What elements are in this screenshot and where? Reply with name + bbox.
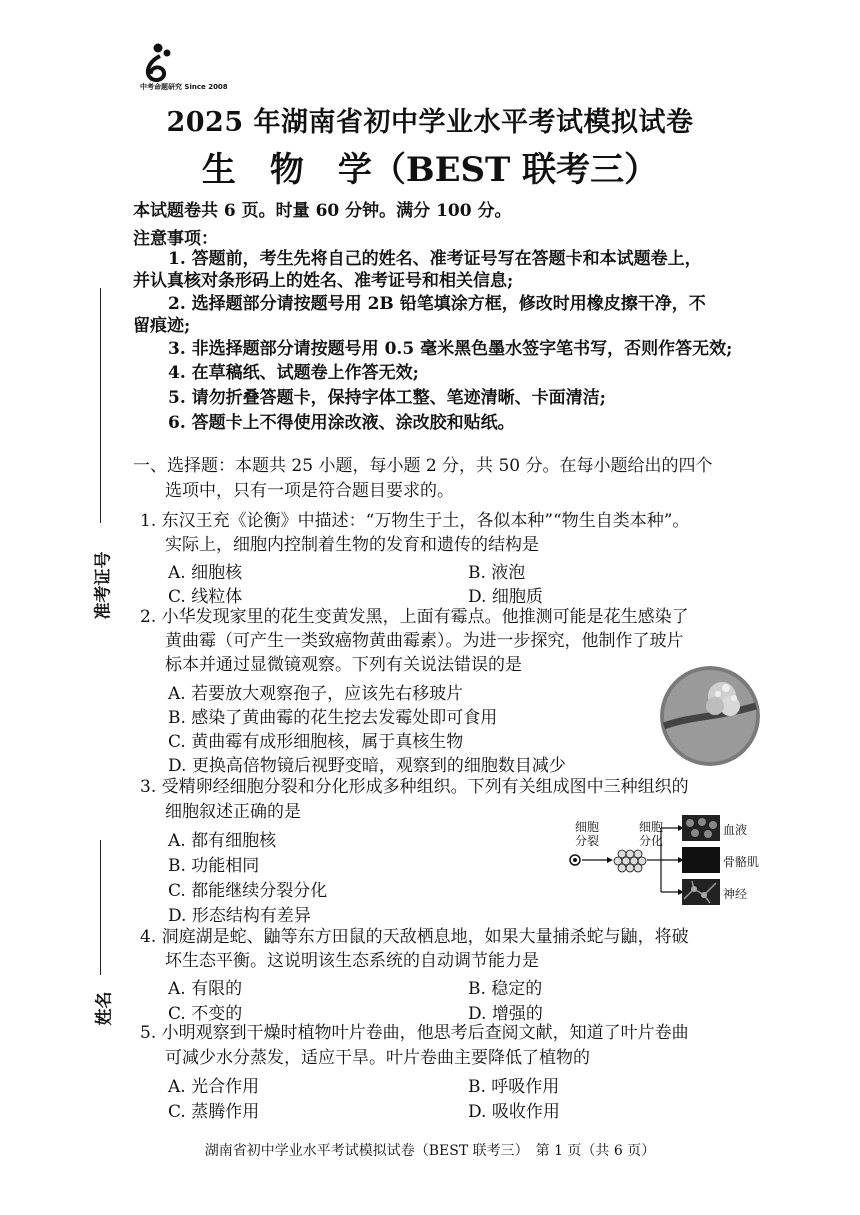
- notice-line: 6. 答题卡上不得使用涂改液、涂改胶和贴纸。: [168, 413, 515, 433]
- tissue-label-nerve: 神经: [723, 887, 748, 901]
- notice-line: 1. 答题前，考生先将自己的姓名、准考证号写在答题卡和本试题卷上，: [168, 249, 702, 269]
- tissue-label-blood: 血液: [723, 823, 748, 837]
- question-stem: 黄曲霉（可产生一类致癌物黄曲霉素）。为进一步探究，他制作了玻片: [165, 631, 684, 651]
- notice-line: 2. 选择题部分请按题号用 2B 铅笔填涂方框，修改时用橡皮擦干净，不: [168, 294, 706, 314]
- exam-title: 2025 年湖南省初中学业水平考试模拟试卷: [166, 107, 694, 138]
- notice-line: 3. 非选择题部分请按题号用 0.5 毫米黑色墨水签字笔书写，否则作答无效;: [168, 339, 733, 359]
- option-d: D. 增强的: [468, 1004, 543, 1024]
- option-c: C. 蒸腾作用: [168, 1102, 260, 1122]
- question-stem: 2. 小华发现家里的花生变黄发黑，上面有霉点。他推测可能是花生感染了: [140, 607, 689, 627]
- section-heading: 一、选择题：本题共 25 小题，每小题 2 分，共 50 分。在每小题给出的四个: [133, 456, 713, 476]
- exam-info: 本试题卷共 6 页。时量 60 分钟。满分 100 分。: [133, 201, 512, 221]
- notice-line: 5. 请勿折叠答题卡，保持字体工整、笔迹清晰、卡面清洁;: [168, 388, 606, 408]
- question-stem: 1. 东汉王充《论衡》中描述：“万物生于土，各似本种”“物生自类本种”。: [140, 511, 690, 531]
- option-d: D. 更换高倍物镜后视野变暗，观察到的细胞数目减少: [168, 756, 566, 776]
- question-stem: 实际上，细胞内控制着生物的发育和遗传的结构是: [165, 535, 539, 555]
- notice-line: 4. 在草稿纸、试题卷上作答无效;: [168, 363, 419, 383]
- exam-no-label: 准考证号: [93, 551, 114, 620]
- question-stem: 可减少水分蒸发，适应干旱。叶片卷曲主要降低了植物的: [165, 1048, 590, 1068]
- logo-mark-icon: [140, 42, 176, 82]
- question-stem: 坏生态平衡。这说明该生态系统的自动调节能力是: [165, 951, 539, 971]
- nerve-tissue-image: [682, 879, 720, 905]
- muscle-tissue-image: [682, 847, 720, 873]
- option-d: D. 形态结构有差异: [168, 906, 311, 926]
- cell-differentiation-figure: [565, 818, 765, 918]
- option-c: C. 线粒体: [168, 587, 243, 607]
- name-fill-line: [100, 840, 101, 975]
- division-label-2: 分裂: [575, 834, 600, 848]
- question-stem: 3. 受精卵经细胞分裂和分化形成多种组织。下列有关组成图中三种组织的: [140, 777, 689, 797]
- section-heading-cont: 选项中，只有一项是符合题目要求的。: [165, 481, 454, 501]
- notice-line: 并认真核对条形码上的姓名、准考证号和相关信息;: [133, 271, 514, 291]
- logo-caption: 中考命题研究 Since 2008: [140, 83, 228, 91]
- option-d: D. 细胞质: [468, 587, 543, 607]
- differentiation-label-2: 分化: [639, 834, 664, 848]
- question-stem: 4. 洞庭湖是蛇、鼬等东方田鼠的天敌栖息地，如果大量捕杀蛇与鼬，将破: [140, 927, 689, 947]
- option-b: B. 呼吸作用: [468, 1077, 560, 1097]
- nerve-cells-icon: [682, 879, 720, 905]
- notice-line: 留痕迹;: [133, 316, 191, 336]
- option-c: C. 不变的: [168, 1004, 243, 1024]
- option-c: C. 黄曲霉有成形细胞核，属于真核生物: [168, 732, 464, 752]
- option-b: B. 功能相同: [168, 856, 260, 876]
- exam-no-fill-line: [100, 288, 101, 523]
- division-label-1: 细胞: [575, 820, 600, 834]
- publisher-logo: [137, 42, 257, 96]
- differentiation-label-1: 细胞: [639, 820, 664, 834]
- question-stem: 5. 小明观察到干燥时植物叶片卷曲，他思考后查阅文献，知道了叶片卷曲: [140, 1023, 689, 1043]
- option-a: A. 光合作用: [168, 1077, 260, 1097]
- option-b: B. 稳定的: [468, 979, 543, 999]
- question-stem: 细胞叙述正确的是: [165, 802, 301, 822]
- option-c: C. 都能继续分裂分化: [168, 881, 328, 901]
- page-footer: 湖南省初中学业水平考试模拟试卷（BEST 联考三） 第 1 页（共 6 页）: [204, 1143, 656, 1159]
- tissue-label-muscle: 骨骼肌: [723, 855, 760, 869]
- option-a: A. 有限的: [168, 979, 243, 999]
- option-a: A. 细胞核: [168, 563, 243, 583]
- option-b: B. 感染了黄曲霉的花生挖去发霉处即可食用: [168, 708, 498, 728]
- question-stem: 标本并通过显微镜观察。下列有关说法错误的是: [165, 655, 522, 675]
- blood-cells-icon: [682, 815, 720, 841]
- blood-tissue-image: [682, 815, 720, 841]
- subject-title: 生 物 学（BEST 联考三）: [201, 150, 659, 190]
- micrograph-icon: [660, 666, 760, 766]
- notice-heading: 注意事项：: [133, 229, 218, 249]
- option-a: A. 若要放大观察孢子，应该先右移玻片: [168, 684, 464, 704]
- option-a: A. 都有细胞核: [168, 831, 277, 851]
- name-label: 姓名: [94, 991, 115, 1026]
- option-d: D. 吸收作用: [468, 1102, 560, 1122]
- aspergillus-micrograph: [660, 666, 760, 766]
- option-b: B. 液泡: [468, 563, 526, 583]
